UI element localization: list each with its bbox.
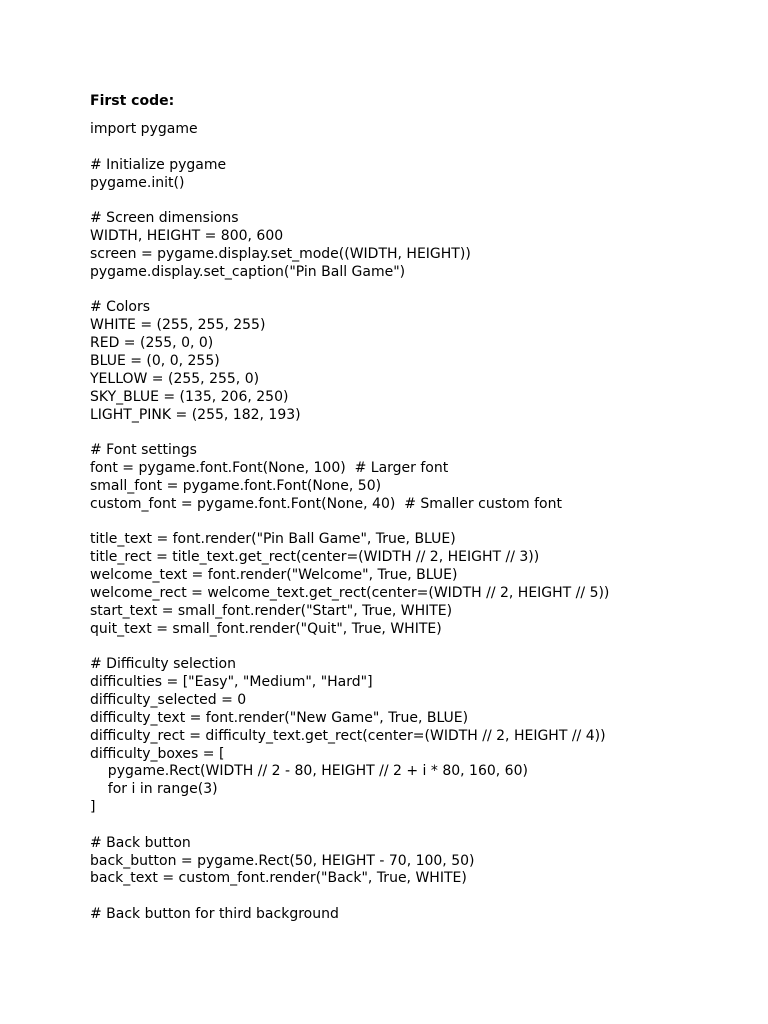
code-line: # Screen dimensions [90, 210, 239, 227]
blank-line [90, 514, 730, 532]
code-line: welcome_text = font.render("Welcome", True, BLUE) [90, 567, 458, 584]
code-line: for i in range(3) [90, 781, 218, 798]
code-line: difficulty_rect = difficulty_text.get_rect(center=(WIDTH // 2, HEIGHT // 4)) [90, 727, 606, 744]
code-line: BLUE = (0, 0, 255) [90, 352, 220, 369]
blank-line [90, 282, 730, 300]
code-line: title_rect = title_text.get_rect(center=(WIDTH // 2, HEIGHT // 3)) [90, 549, 540, 566]
code-line: YELLOW = (255, 255, 0) [90, 370, 260, 387]
code-line: WHITE = (255, 255, 255) [90, 317, 266, 334]
code-line: WIDTH, HEIGHT = 800, 600 [90, 228, 284, 245]
code-line: # Font settings [90, 442, 197, 459]
blank-line [90, 888, 730, 906]
code-line: back_text = custom_font.render("Back", True, WHITE) [90, 870, 467, 887]
document-content [90, 91, 730, 924]
code-line: small_font = pygame.font.Font(None, 50) [90, 477, 382, 494]
code-block [90, 121, 730, 924]
code-line: # Difficulty selection [90, 656, 236, 673]
code-line: title_text = font.render("Pin Ball Game", True, BLUE) [90, 531, 456, 548]
section-heading: First code: [90, 93, 175, 109]
code-line: LIGHT_PINK = (255, 182, 193) [90, 406, 301, 423]
code-line: welcome_rect = welcome_text.get_rect(center=(WIDTH // 2, HEIGHT // 5)) [90, 584, 610, 601]
code-line: font = pygame.font.Font(None, 100) # Larger font [90, 460, 449, 477]
code-line: back_button = pygame.Rect(50, HEIGHT - 70, 100, 50) [90, 852, 475, 869]
blank-line [90, 638, 730, 656]
blank-line [90, 817, 730, 835]
code-line: pygame.init() [90, 174, 185, 191]
code-line: difficulties = ["Easy", "Medium", "Hard"] [90, 674, 373, 691]
code-line: SKY_BLUE = (135, 206, 250) [90, 388, 289, 405]
code-line: quit_text = small_font.render("Quit", True, WHITE) [90, 620, 442, 637]
code-line: ] [90, 799, 96, 816]
blank-line [90, 424, 730, 442]
code-line: pygame.display.set_caption("Pin Ball Game") [90, 263, 406, 280]
blank-line [90, 139, 730, 157]
code-line: RED = (255, 0, 0) [90, 335, 214, 352]
code-line: difficulty_selected = 0 [90, 692, 247, 708]
code-line: pygame.Rect(WIDTH // 2 - 80, HEIGHT // 2 + i * 80, 160, 60) [90, 763, 528, 780]
code-line: # Back button for third background [90, 906, 339, 923]
code-line: custom_font = pygame.font.Font(None, 40) # Smaller custom font [90, 495, 562, 512]
code-line: screen = pygame.display.set_mode((WIDTH, HEIGHT)) [90, 245, 471, 262]
code-line: # Initialize pygame [90, 156, 227, 173]
code-line: start_text = small_font.render("Start", True, WHITE) [90, 602, 453, 619]
code-line: import pygame [90, 121, 198, 137]
code-line: difficulty_text = font.render("New Game", True, BLUE) [90, 709, 469, 726]
code-line: # Back button [90, 834, 191, 851]
blank-line [90, 192, 730, 210]
code-line: # Colors [90, 299, 151, 316]
code-line: difficulty_boxes = [ [90, 745, 225, 762]
